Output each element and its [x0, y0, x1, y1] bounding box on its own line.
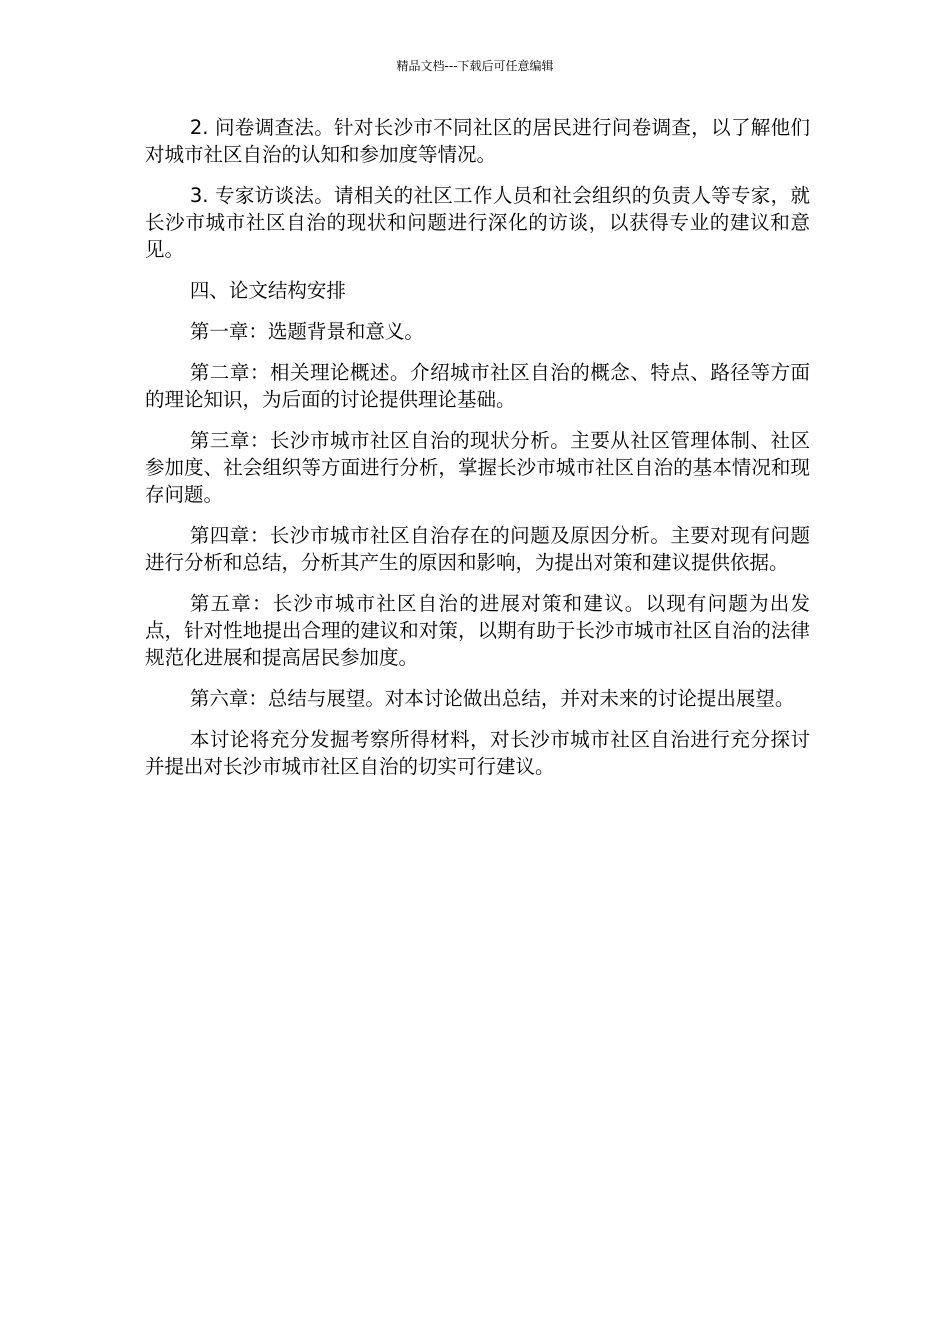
page-header: 精品文档---下载后可任意编辑	[396, 59, 554, 73]
paragraph-chapter-1: 第一章：选题背景和意义。	[189, 320, 424, 343]
paragraph-chapter-5: 第五章：长沙市城市社区自治的进展对策和建议。以现有问题为出发点，针对性地提出合理的建议和对策，以期有助于长沙市城市社区自治的法律规范化进展和提高居民参加度。	[145, 592, 810, 669]
document-body	[145, 114, 810, 794]
section-heading-thesis-structure: 四、论文结构安排	[189, 279, 346, 302]
paragraph-chapter-2: 第二章：相关理论概述。介绍城市社区自治的概念、特点、路径等方面的理论知识，为后面的讨论提供理论基础。	[145, 361, 810, 411]
paragraph-chapter-6: 第六章：总结与展望。对本讨论做出总结，并对未来的讨论提出展望。	[189, 687, 795, 710]
paragraph-questionnaire-method: 2. 问卷调查法。针对长沙市不同社区的居民进行问卷调查，以了解他们对城市社区自治的认知和参加度等情况。	[145, 116, 810, 166]
paragraph-chapter-4: 第四章：长沙市城市社区自治存在的问题及原因分析。主要对现有问题进行分析和总结，分析其产生的原因和影响，为提出对策和建议提供依据。	[145, 524, 810, 574]
paragraph-expert-interview-method: 3. 专家访谈法。请相关的社区工作人员和社会组织的负责人等专家，就长沙市城市社区自治的现状和问题进行深化的访谈，以获得专业的建议和意见。	[145, 184, 810, 261]
paragraph-conclusion: 本讨论将充分发掘考察所得材料，对长沙市城市社区自治进行充分探讨并提出对长沙市城市社区自治的切实可行建议。	[145, 728, 810, 778]
paragraph-chapter-3: 第三章：长沙市城市社区自治的现状分析。主要从社区管理体制、社区参加度、社会组织等方面进行分析，掌握长沙市城市社区自治的基本情况和现存问题。	[145, 429, 810, 506]
